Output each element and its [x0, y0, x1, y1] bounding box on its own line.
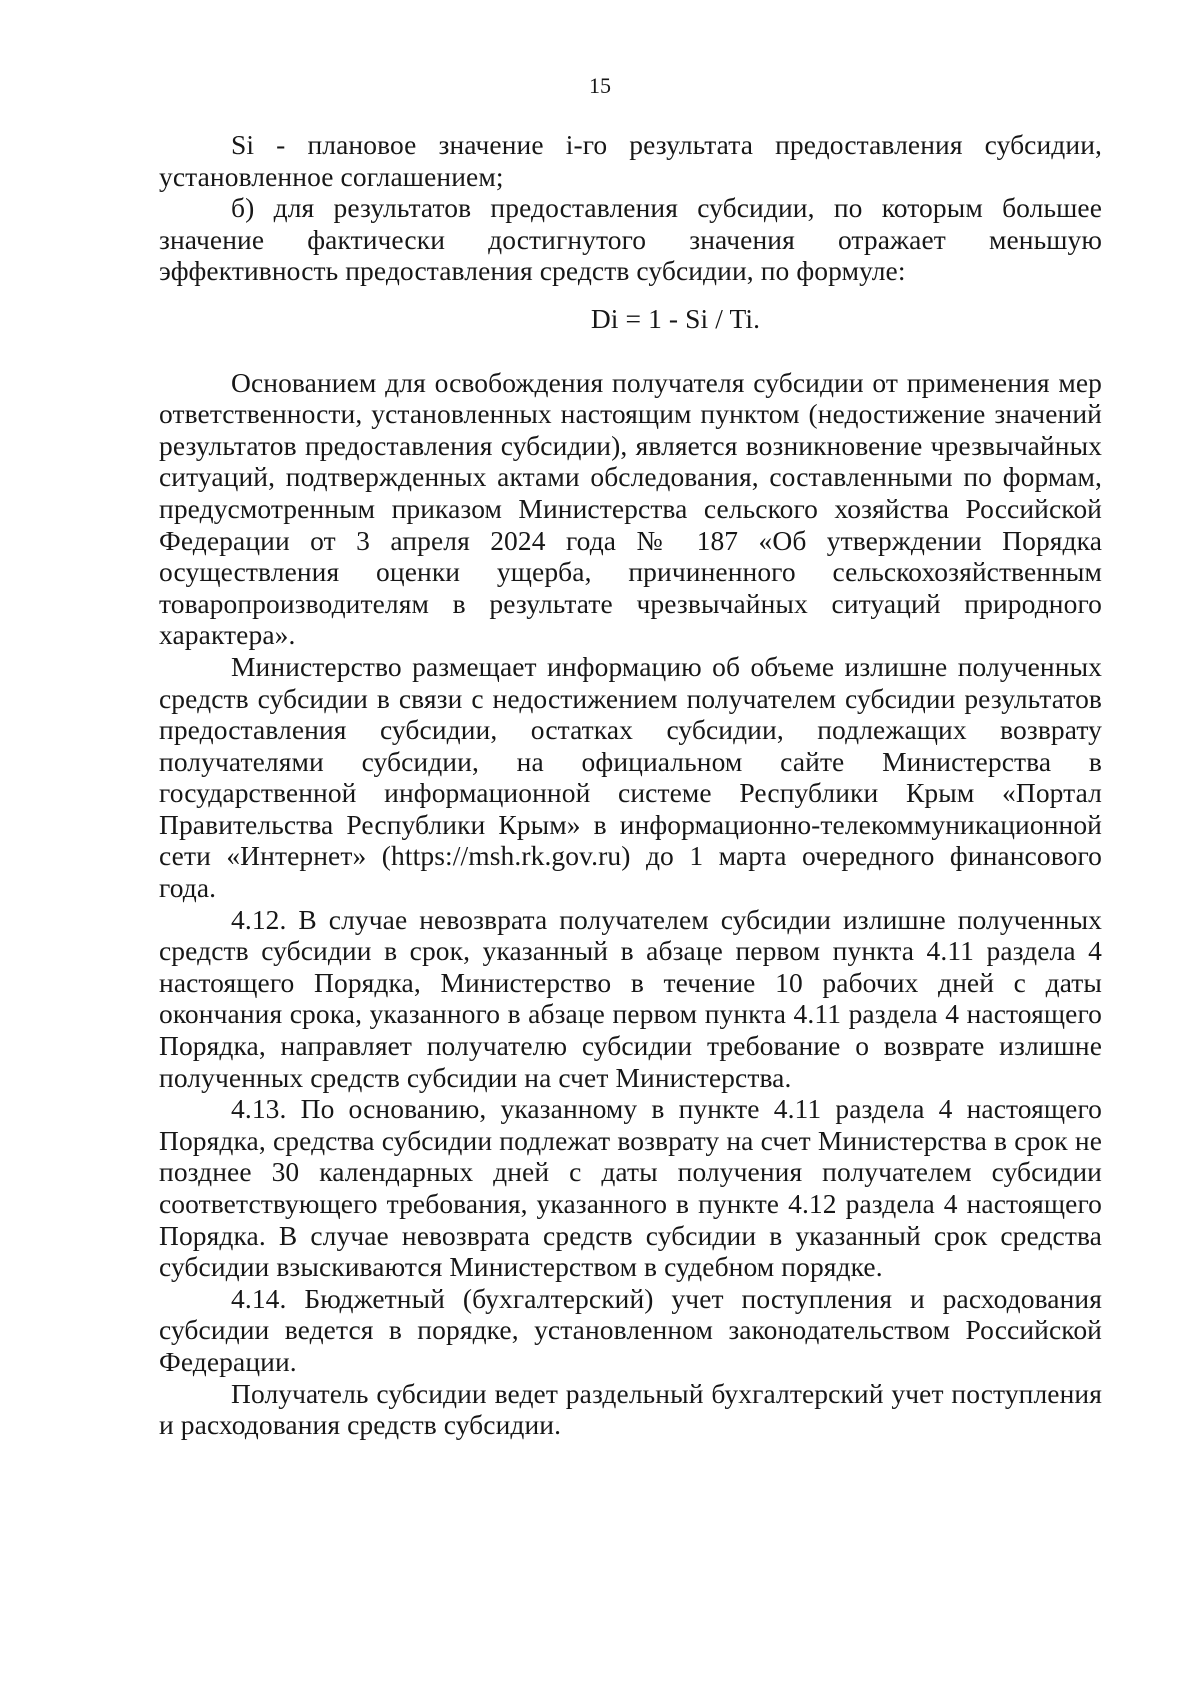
page-number: 15	[589, 73, 611, 98]
paragraph-si-definition: Si - плановое значение i-го результата предоставления субсидии, установленное соглашением;	[159, 129, 1102, 192]
document-body	[159, 129, 1102, 1441]
formula: Di = 1 - Si / Ti.	[590, 302, 761, 334]
paragraph-ministry-publication: Министерство размещает информацию об объеме излишне полученных средств субсидии в связи с недостижением получателем субсидии результатов предоставления субсидии, остатках субсидии, подлежащих возврату получателями субсидии, на официальном сайте Министерства в государственной информационной системе Республики Крым «Портал Правительства Республики Крым» в информационно-телекоммуникационной сети «Интернет» (https://msh.rk.gov.ru) до 1 марта очередного финансового года.	[159, 650, 1102, 904]
paragraph-formula-b-intro: б) для результатов предоставления субсидии, по которым большее значение фактически достигнутого значения отражает меньшую эффективность предоставления средств субсидии, по формуле:	[159, 192, 1102, 287]
paragraph-separate-accounting: Получатель субсидии ведет раздельный бухгалтерский учет поступления и расходования средств субсидии.	[159, 1377, 1102, 1441]
paragraph-4-12: 4.12. В случае невозврата получателем субсидии излишне полученных средств субсидии в срок, указанный в абзаце первом пункта 4.11 раздела 4 настоящего Порядка, Министерство в течение 10 рабочих дней с даты окончания срока, указанного в абзаце первом пункта 4.11 раздела 4 настоящего Порядка, направляет получателю субсидии требование о возврате излишне полученных средств субсидии на счет Министерства.	[159, 903, 1102, 1093]
paragraph-4-14: 4.14. Бюджетный (бухгалтерский) учет поступления и расходования субсидии ведется в порядке, установленном законодательством Российской Федерации.	[159, 1282, 1102, 1377]
paragraph-exemption-basis: Основанием для освобождения получателя субсидии от применения мер ответственности, установленных настоящим пунктом (недостижение значений результатов предоставления субсидии), является возникновение чрезвычайных ситуаций, подтвержденных актами обследования, составленными по формам, предусмотренным приказом Министерства сельского хозяйства Российской Федерации от 3 апреля 2024 года № 187 «Об утверждении Порядка осуществления оценки ущерба, причиненного сельскохозяйственным товаропроизводителям в результате чрезвычайных ситуаций природного характера».	[159, 366, 1102, 651]
paragraph-4-13: 4.13. По основанию, указанному в пункте 4.11 раздела 4 настоящего Порядка, средства субсидии подлежат возврату на счет Министерства в срок не позднее 30 календарных дней с даты получения получателем субсидии соответствующего требования, указанного в пункте 4.12 раздела 4 настоящего Порядка. В случае невозврата средств субсидии в указанный срок средства субсидии взыскиваются Министерством в судебном порядке.	[159, 1093, 1102, 1283]
